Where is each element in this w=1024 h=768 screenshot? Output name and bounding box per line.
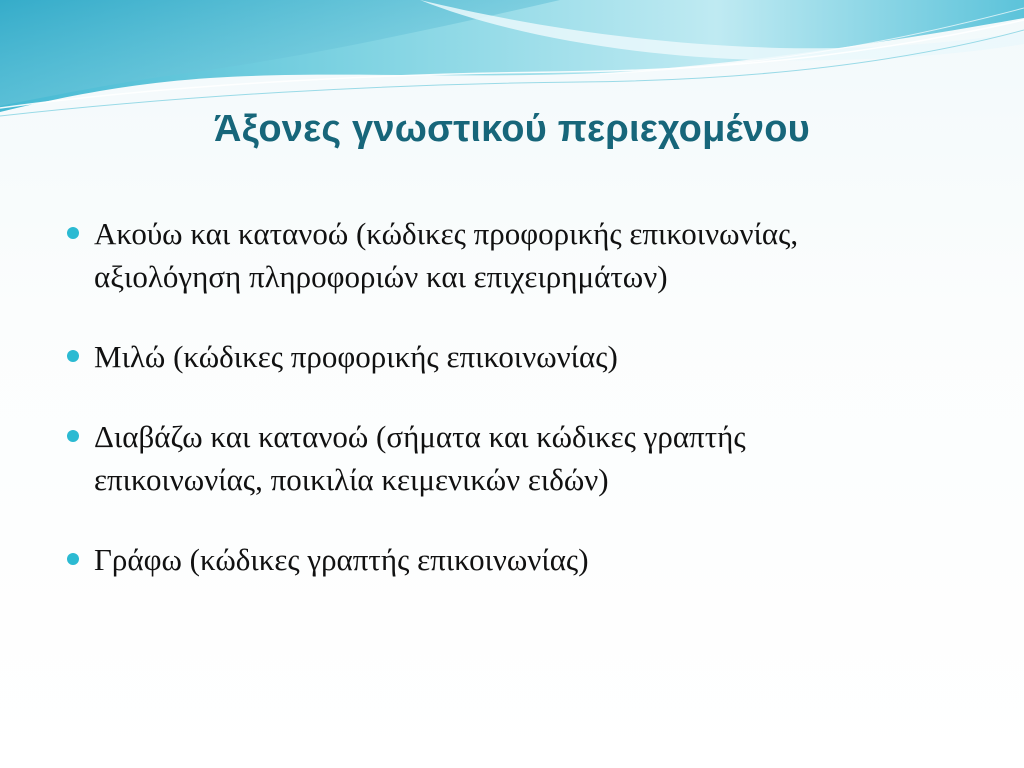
bullet-text-line: Γράφω (κώδικες γραπτής επικοινωνίας) (94, 542, 589, 577)
bullet-text-line: Διαβάζω και κατανοώ (σήματα και κώδικες γραπτής (94, 419, 746, 454)
bullet-text-line: Μιλώ (κώδικες προφορικής επικοινωνίας) (94, 339, 618, 374)
bullet-item-speak (64, 335, 984, 378)
bullet-dot-icon (67, 553, 79, 565)
bullet-text-line: αξιολόγηση πληροφοριών και επιχειρημάτων) (94, 259, 668, 294)
bullet-dot-icon (67, 430, 79, 442)
bullet-text-line: επικοινωνίας, ποικιλία κειμενικών ειδών) (94, 462, 609, 497)
bullet-text-line: Ακούω και κατανοώ (κώδικες προφορικής επικοινωνίας, (94, 216, 799, 251)
bullet-dot-icon (67, 350, 79, 362)
wave-banner-decoration (0, 0, 1024, 120)
bullet-dot-icon (67, 227, 79, 239)
bullet-item-read (64, 415, 984, 501)
bullet-list (64, 212, 984, 581)
bullet-item-write (64, 538, 984, 581)
slide-title: Άξονες γνωστικού περιεχομένου (214, 108, 810, 150)
bullet-item-listen (64, 212, 984, 298)
